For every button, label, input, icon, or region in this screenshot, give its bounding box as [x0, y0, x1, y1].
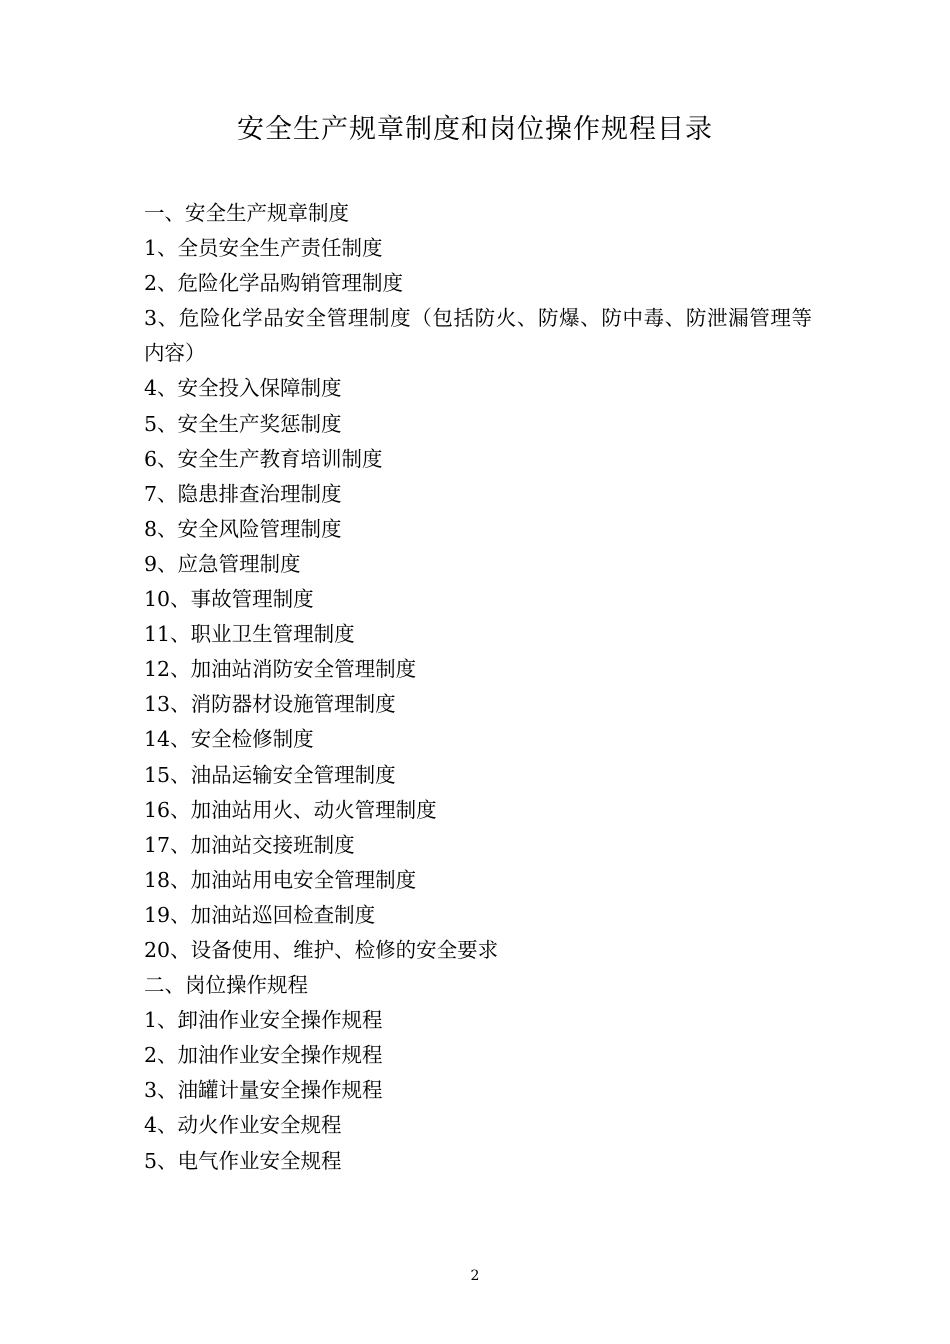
- toc-item: 1、卸油作业安全操作规程: [144, 1008, 383, 1033]
- toc-item: 6、安全生产教育培训制度: [144, 446, 383, 471]
- toc-item: 5、电气作业安全规程: [144, 1148, 342, 1173]
- toc-item: 7、隐患排查治理制度: [144, 481, 342, 506]
- toc-item: 18、加油站用电安全管理制度: [144, 867, 417, 892]
- document-title: 安全生产规章制度和岗位操作规程目录: [237, 114, 713, 145]
- toc-item: 13、消防器材设施管理制度: [144, 692, 396, 717]
- toc-item: 11、职业卫生管理制度: [144, 622, 355, 647]
- toc-item: 5、安全生产奖惩制度: [144, 411, 342, 436]
- toc-item: 3、油罐计量安全操作规程: [144, 1078, 383, 1103]
- toc-item: 17、加油站交接班制度: [144, 832, 355, 857]
- toc-item: 9、应急管理制度: [144, 551, 301, 576]
- toc-item: 10、事故管理制度: [144, 587, 314, 612]
- toc-item: 4、动火作业安全规程: [144, 1113, 342, 1138]
- toc-item: 19、加油站巡回检查制度: [144, 902, 376, 927]
- toc-item: 3、危险化学品安全管理制度（包括防火、防爆、防中毒、防泄漏管理等内容）: [144, 306, 812, 366]
- toc-item: 14、安全检修制度: [144, 727, 314, 752]
- page-number: 2: [470, 1268, 480, 1284]
- toc-item: 20、设备使用、维护、检修的安全要求: [144, 937, 499, 962]
- section-heading-regulations: 一、安全生产规章制度: [144, 201, 349, 225]
- toc-item: 12、加油站消防安全管理制度: [144, 657, 417, 682]
- toc-item: 1、全员安全生产责任制度: [144, 236, 383, 261]
- toc-item: 15、油品运输安全管理制度: [144, 762, 396, 787]
- toc-item: 4、安全投入保障制度: [144, 376, 342, 401]
- toc-item: 16、加油站用火、动火管理制度: [144, 797, 437, 822]
- toc-item: 8、安全风险管理制度: [144, 516, 342, 541]
- section-heading-procedures: 二、岗位操作规程: [144, 973, 308, 998]
- toc-item: 2、加油作业安全操作规程: [144, 1043, 383, 1068]
- table-of-contents: [144, 196, 812, 1179]
- toc-item: 2、危险化学品购销管理制度: [144, 271, 404, 296]
